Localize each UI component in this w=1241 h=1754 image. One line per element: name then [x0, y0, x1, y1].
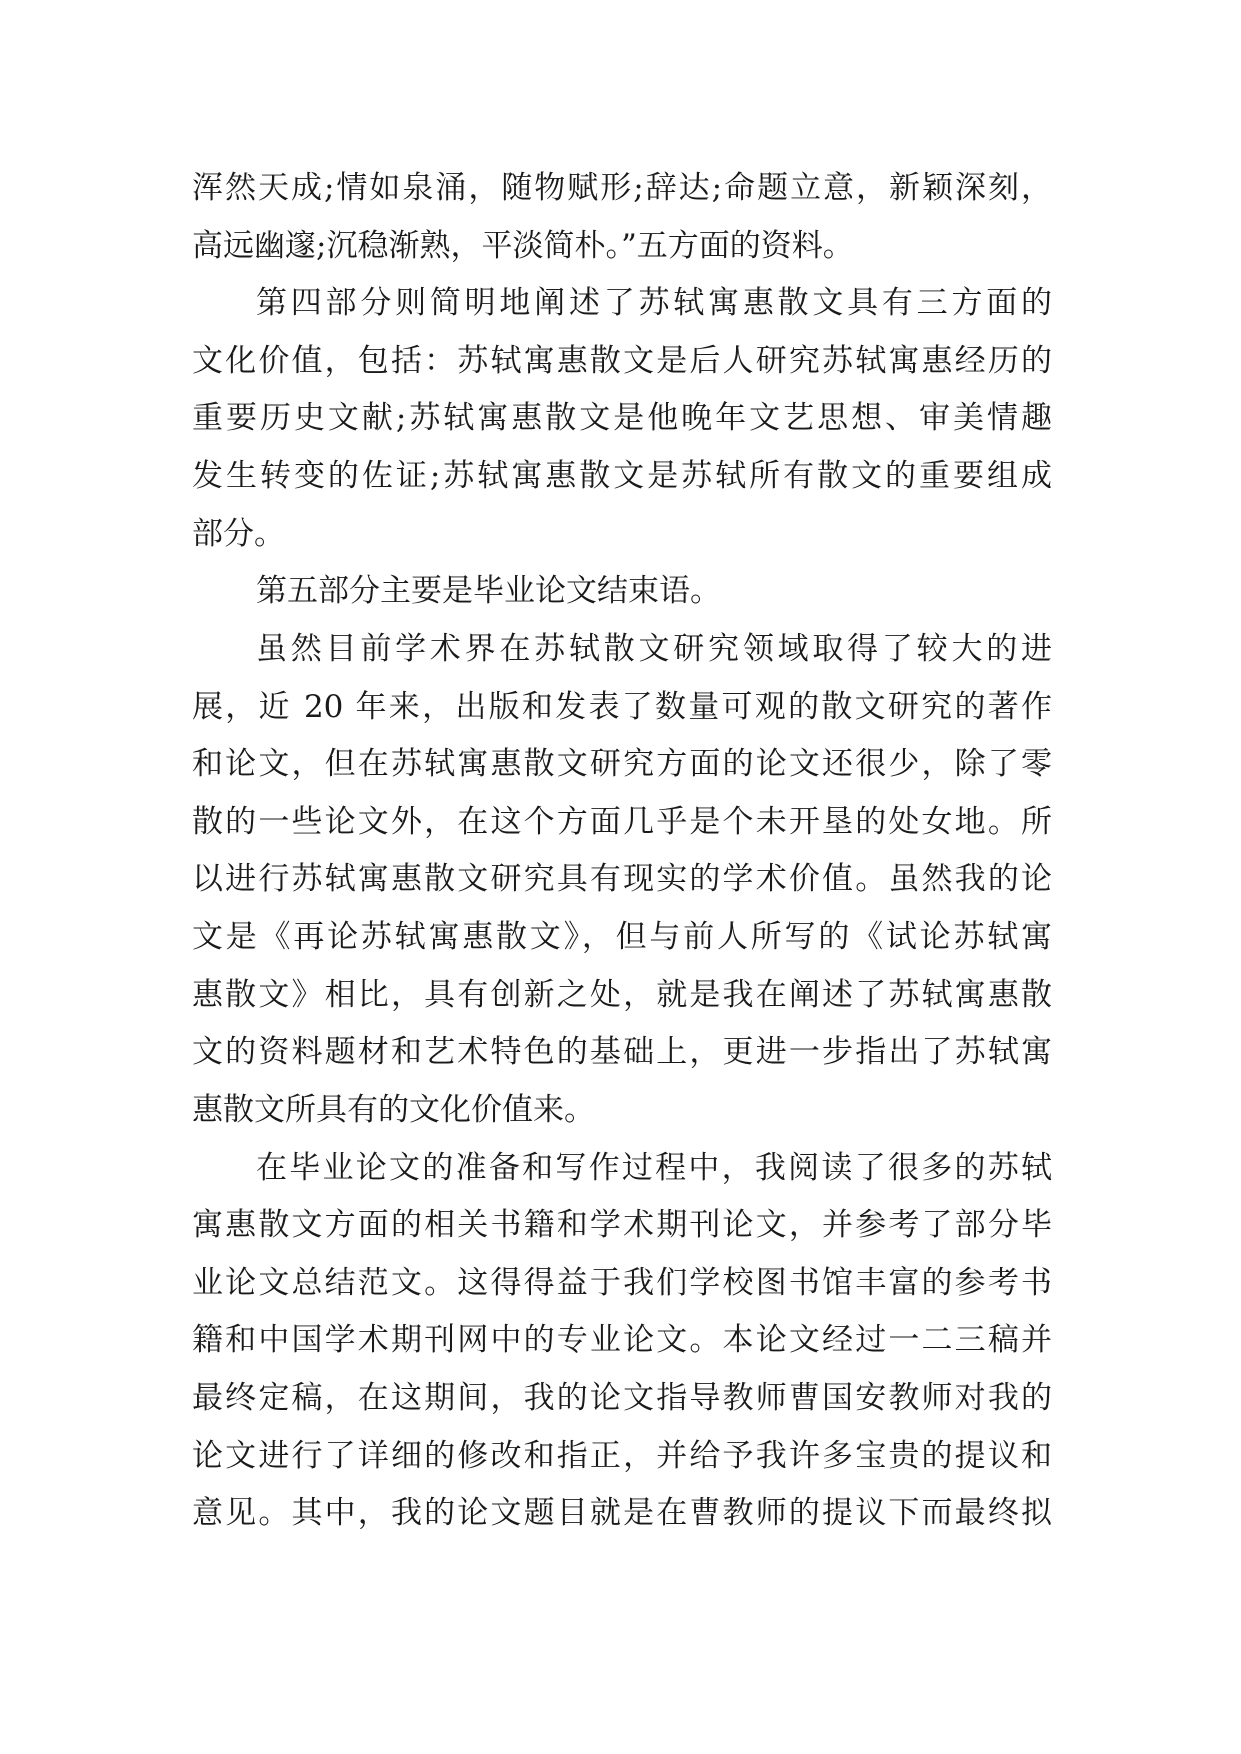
text-line: 以进行苏轼寓惠散文研究具有现实的学术价值。虽然我的论: [192, 861, 1052, 897]
paragraph-first-line: 第五部分主要是毕业论文结束语。: [256, 573, 721, 609]
text-line: 和论文，但在苏轼寓惠散文研究方面的论文还很少，除了零: [192, 746, 1052, 782]
text-line: 论文进行了详细的修改和指正，并给予我许多宝贵的提议和: [192, 1438, 1052, 1474]
text-line: 意见。其中，我的论文题目就是在曹教师的提议下而最终拟: [192, 1495, 1052, 1531]
text-line: 高远幽邃;沉稳渐熟，平淡简朴。”五方面的资料。: [192, 228, 854, 264]
text-line: 籍和中国学术期刊网中的专业论文。本论文经过一二三稿并: [192, 1322, 1052, 1358]
text-line: 文是《再论苏轼寓惠散文》，但与前人所写的《试论苏轼寓: [192, 919, 1052, 955]
paragraph-first-line: 在毕业论文的准备和写作过程中，我阅读了很多的苏轼: [256, 1150, 1052, 1186]
text-line: 最终定稿，在这期间，我的论文指导教师曹国安教师对我的: [192, 1380, 1052, 1416]
text-line: 文化价值，包括：苏轼寓惠散文是后人研究苏轼寓惠经历的: [192, 343, 1052, 379]
text-line: 惠散文》相比，具有创新之处，就是我在阐述了苏轼寓惠散: [192, 977, 1052, 1013]
text-line: 部分。: [192, 516, 285, 552]
paragraph-first-line: 第四部分则简明地阐述了苏轼寓惠散文具有三方面的: [256, 285, 1052, 321]
text-line: 文的资料题材和艺术特色的基础上，更进一步指出了苏轼寓: [192, 1034, 1052, 1070]
paragraph-first-line: 虽然目前学术界在苏轼散文研究领域取得了较大的进: [256, 631, 1052, 667]
text-line: 重要历史文献;苏轼寓惠散文是他晚年文艺思想、审美情趣: [192, 400, 1052, 436]
text-line: 散的一些论文外，在这个方面几乎是个未开垦的处女地。所: [192, 804, 1052, 840]
text-line: 惠散文所具有的文化价值来。: [192, 1092, 595, 1128]
text-line: 浑然天成;情如泉涌，随物赋形;辞达;命题立意，新颖深刻，: [192, 170, 1052, 206]
text-line: 寓惠散文方面的相关书籍和学术期刊论文，并参考了部分毕: [192, 1207, 1052, 1243]
text-line: 发生转变的佐证;苏轼寓惠散文是苏轼所有散文的重要组成: [192, 458, 1052, 494]
text-line: 展，近 20 年来，出版和发表了数量可观的散文研究的著作: [192, 689, 1052, 725]
text-line: 业论文总结范文。这得得益于我们学校图书馆丰富的参考书: [192, 1265, 1052, 1301]
